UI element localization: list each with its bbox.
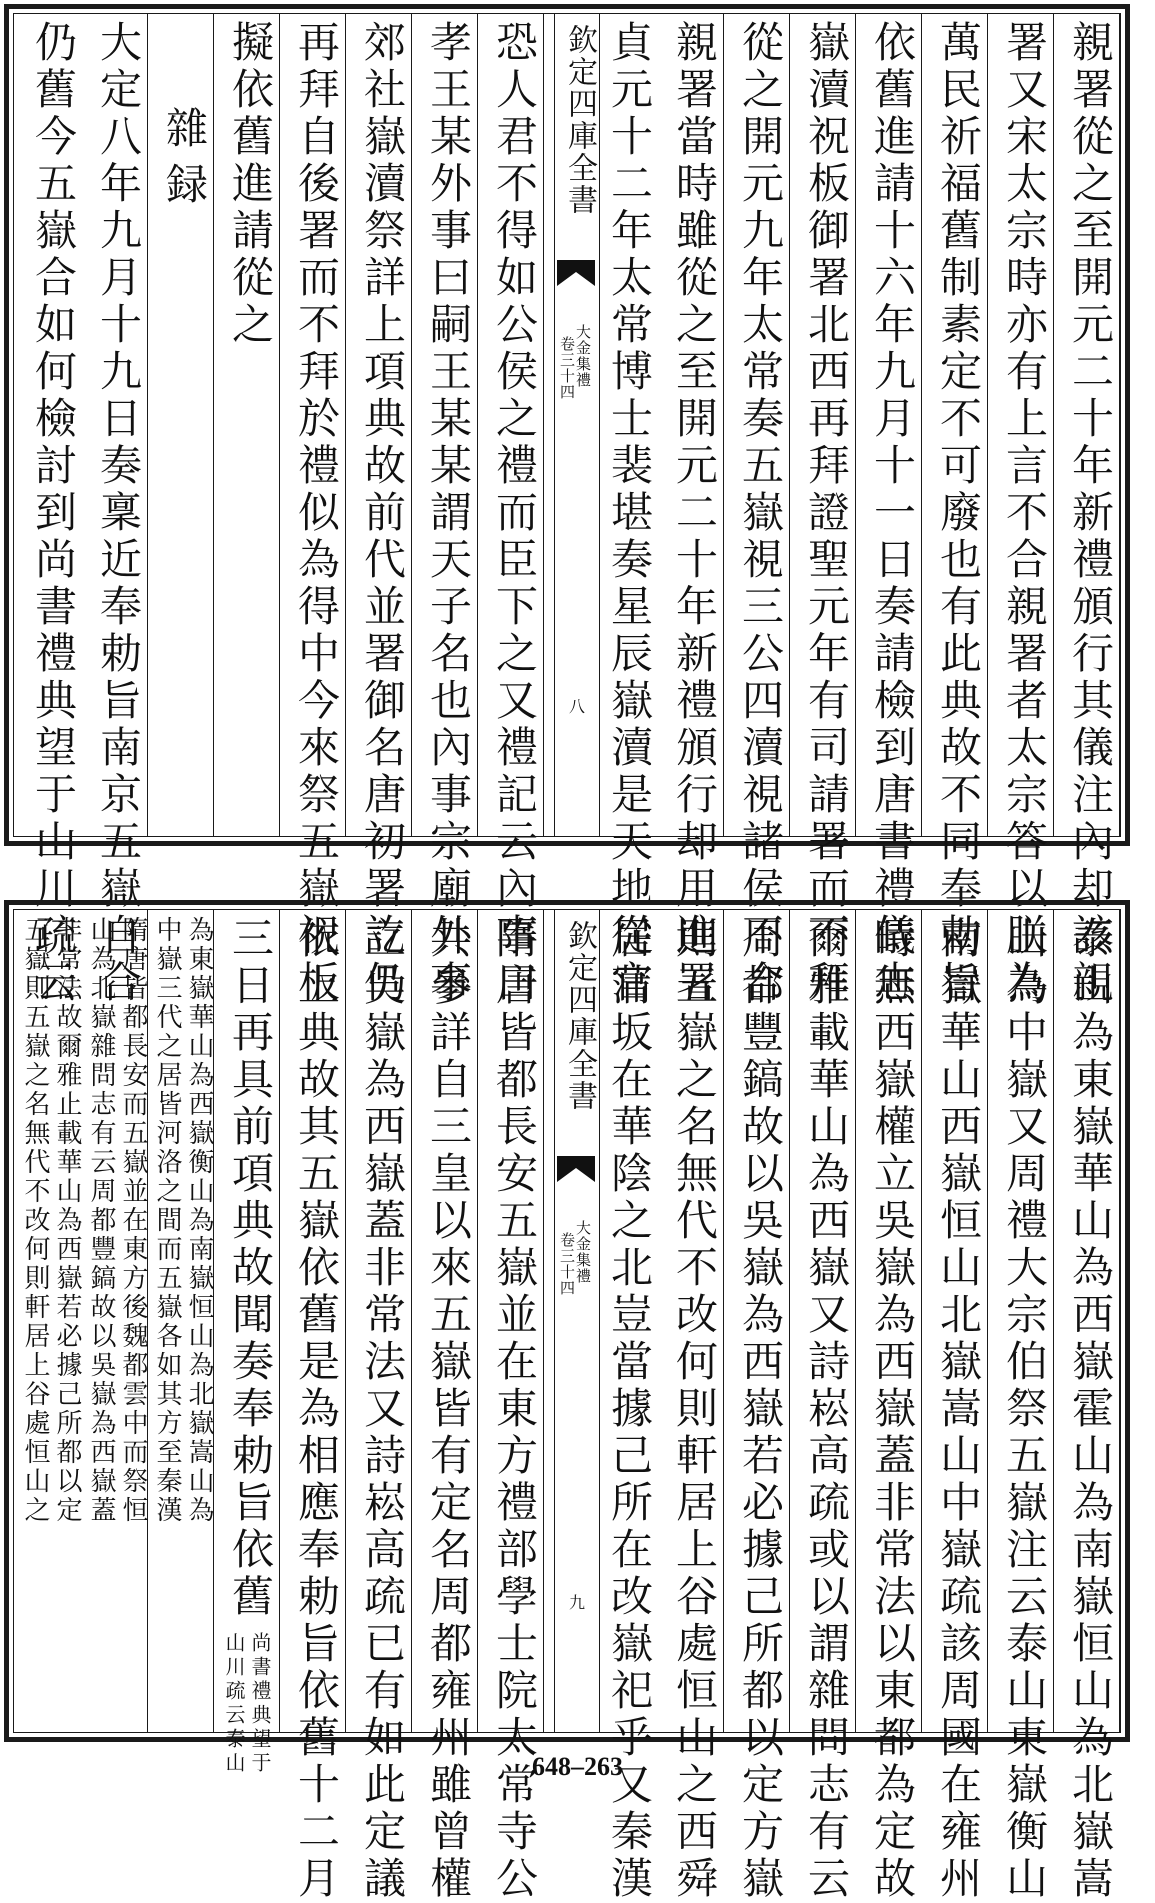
text-column (792, 14, 856, 1007)
column-text: 孝王某外事曰嗣王某某謂天子名也內事宗廟外事 (424, 20, 473, 1007)
volume-label: 大金集禮 (574, 324, 592, 388)
text-column (216, 14, 280, 836)
text-column (414, 910, 478, 1903)
inline-annotation: 山川疏云泰山 (222, 1632, 246, 1776)
column-text: 居蒲坂在華陰之北豈當據己所在改嶽祀乎又秦漢 (605, 916, 654, 1903)
column-text: 從之開元九年太常奏五嶽視三公四瀆視諸侯不合 (736, 20, 785, 1007)
text-column (594, 910, 658, 1903)
column-text: 爾雅載華山為西嶽又詩崧高疏或以謂雜問志有云 (802, 916, 851, 1903)
column-text: 時無西嶽權立吳嶽為西嶽蓋非常法以東都為定故 (868, 916, 917, 1903)
text-column (282, 910, 346, 1903)
fishtail-mark-icon (557, 1156, 595, 1182)
annotation-text: 五嶽則五嶽之名無代不改何則軒居上谷處恒山之 (20, 916, 50, 1525)
annotation-column (150, 910, 214, 1732)
column-text: 再拜自後署而不拜於禮似為得中今來祭五嶽祝板 (292, 20, 341, 1007)
annotation-text: 非常法故爾雅止載華山為西嶽若必據己所都以定 (52, 916, 82, 1525)
page-number: 648–263 (532, 1752, 623, 1781)
upper-page (4, 4, 1130, 1007)
section-heading-column (150, 14, 214, 836)
column-text: 擬依舊進請從之 (226, 20, 275, 349)
annotation-text: 山為北嶽雜問志有云周都豐鎬故以吳嶽為西嶽蓋 (86, 916, 116, 1525)
column-text: 大定八年九月十九日奏稟近奉勅旨南京五嶽自合 (94, 20, 143, 1007)
column-text: 山為中嶽又周禮大宗伯祭五嶽注云泰山東嶽衡山 (1000, 916, 1049, 1903)
column-text: 南嶽華山西嶽恒山北嶽嵩山中嶽疏該周國在雍州 (934, 916, 983, 1903)
column-text: 嶽瀆祝板御署北西再拜證聖元年有司請署而不拜 (802, 20, 851, 1007)
volume-label: 大金集禮 (574, 1220, 592, 1284)
text-column (726, 14, 790, 1007)
text-column (792, 910, 856, 1903)
text-column (84, 14, 148, 1007)
column-text: 立吳嶽為西嶽蓋非常法又詩崧高疏已有如此定議 (358, 916, 407, 1903)
volume-number: 卷三十四 (558, 336, 576, 400)
column-text: 則五嶽之名無代不改何則軒居上谷處恒山之西舜 (670, 916, 719, 1903)
inline-annotation: 尚書禮典望于 (248, 1632, 272, 1776)
text-column (348, 14, 412, 1007)
fishtail-mark-icon (557, 260, 595, 286)
center-fold (554, 14, 600, 836)
text-column (660, 910, 724, 1903)
column-text: 泰山為東嶽華山為西嶽霍山為南嶽恒山為北嶽嵩 (1066, 916, 1115, 1903)
column-text: 周都豐鎬故以吳嶽為西嶽若必據己所都以定方嶽 (736, 916, 785, 1903)
text-column (990, 14, 1054, 1007)
upper-page-frame (13, 13, 1121, 1007)
text-column (480, 14, 544, 1007)
text-column (924, 910, 988, 1903)
text-column (858, 14, 922, 1007)
section-heading: 雜録 (160, 106, 209, 218)
book-title: 欽定四庫全書 (562, 920, 597, 1112)
annotation-column (18, 910, 82, 1732)
column-text: 親署當時雖從之至開元二十年新禮頒行却用進署 (670, 20, 719, 1007)
text-column (1056, 14, 1120, 1007)
text-column (990, 910, 1054, 1903)
annotation-column (84, 910, 148, 1732)
text-column (282, 14, 346, 1007)
column-text: 共參詳自三皇以來五嶽皆有定名周都雍州雖曾權 (424, 916, 473, 1903)
text-column (726, 910, 790, 1903)
column-text: 郊社嶽瀆祭詳上項典故前代並署御名唐初署訖仍 (358, 20, 407, 1007)
annotation-text: 隋唐皆都長安而五嶽並在東方後魏都雲中而祭恒 (118, 916, 148, 1525)
text-column (18, 14, 82, 1007)
column-text: 三日再具前項典故聞奏奉勅旨依舊 (226, 916, 275, 1621)
column-text: 依上典故其五嶽依舊是為相應奉勅旨依舊十二月 (292, 916, 341, 1903)
text-column (660, 14, 724, 1007)
text-column (594, 14, 658, 1007)
leaf-number: 八 (569, 697, 586, 716)
center-fold (554, 910, 600, 1732)
column-text: 署又宋太宗時亦有上言不合親署者太宗答以朕為 (1000, 20, 1049, 1007)
column-text: 仍舊今五嶽合如何檢討到尚書禮典望于山川疏云 (29, 20, 78, 1007)
column-text: 貞元十二年太常博士裴堪奏星辰嶽瀆是天地從官 (605, 20, 654, 1007)
book-title: 欽定四庫全書 (562, 24, 597, 216)
text-column (1056, 910, 1120, 1903)
text-column (348, 910, 412, 1903)
leaf-number: 九 (569, 1593, 586, 1612)
text-column (480, 910, 544, 1903)
annotation-text: 為東嶽華山為西嶽衡山為南嶽恒山為北嶽嵩山為 (184, 916, 214, 1525)
text-column (858, 910, 922, 1903)
column-text: 隋唐皆都長安五嶽並在東方禮部學士院太常寺公 (490, 916, 539, 1903)
text-column (924, 14, 988, 1007)
text-column (414, 14, 478, 1007)
column-text: 依舊進請十六年九月十一日奏請檢到唐書禮儀志 (868, 20, 917, 1007)
volume-number: 卷三十四 (558, 1232, 576, 1296)
column-text: 恐人君不得如公侯之禮而臣下之又禮記云內事曰 (490, 20, 539, 1007)
column-text: 親署從之至開元二十年新禮頒行其儀注內却該親 (1066, 20, 1115, 1007)
text-column-with-annotation (216, 910, 280, 1776)
annotation-text: 中嶽三代之居皆河洛之間而五嶽各如其方至秦漢 (152, 916, 182, 1525)
column-text: 萬民祈福舊制素定不可廢也有此典故不同奉勅旨 (934, 20, 983, 1007)
